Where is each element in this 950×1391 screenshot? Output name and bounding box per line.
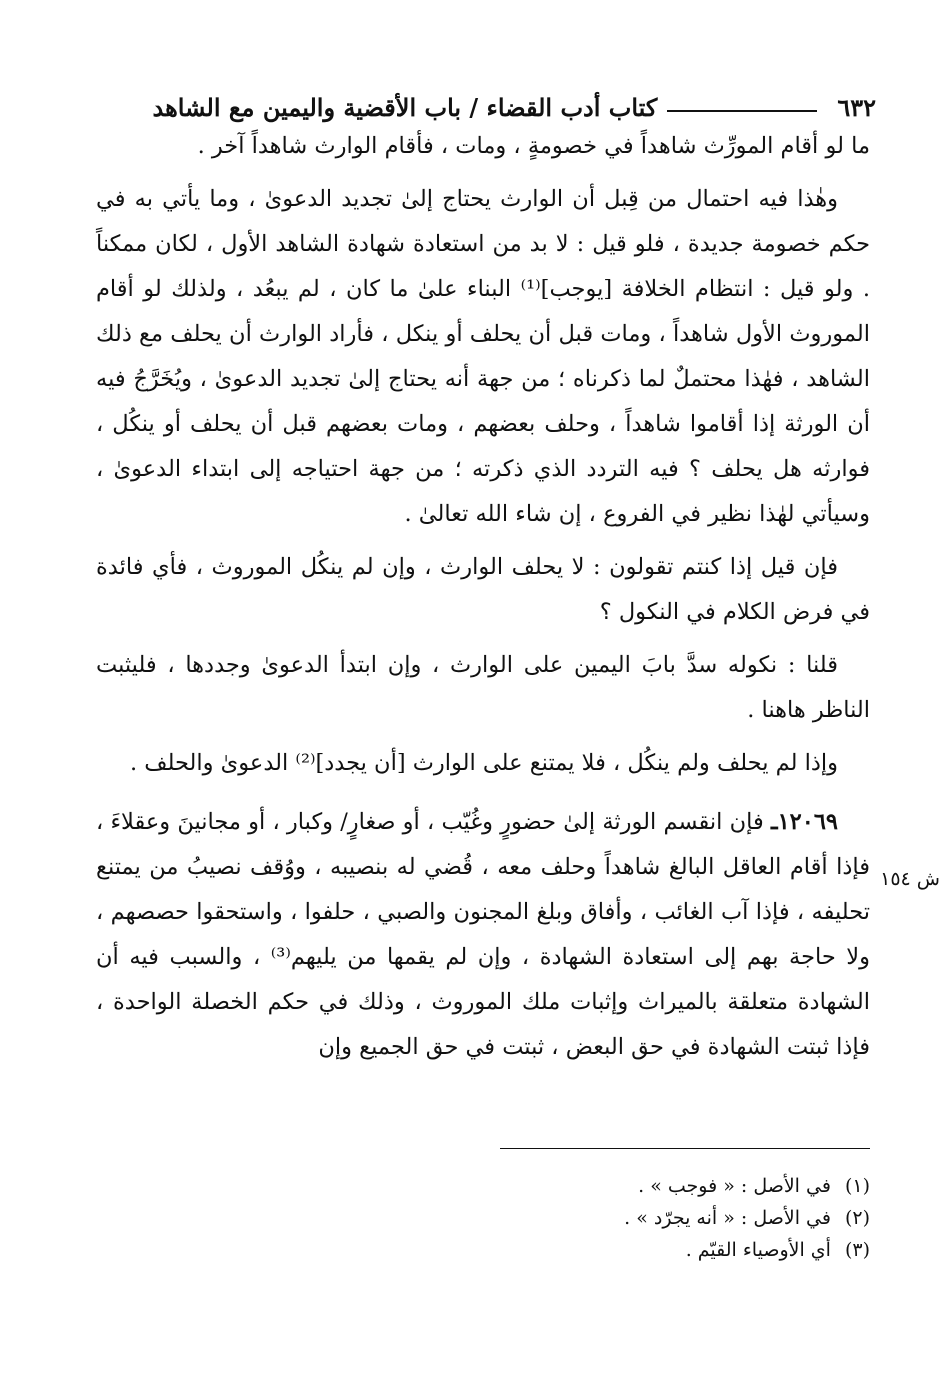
running-header [96,78,876,122]
footnote-text: في الأصل : « فوجب » . [638,1175,831,1197]
paragraph: قلنا : نكوله سدَّ بابَ اليمين على الوارث ، وإن ابتدأ الدعوىٰ وجددها ، فليثبت الناظر هاهنا . [96,652,870,723]
footnote-number: (١) [844,1175,870,1197]
manuscript-folio-marker: ش ١٥٤ [880,868,940,890]
footnote-text: في الأصل : « أنه يجرّد » . [624,1207,831,1229]
footnote-separator [500,1148,870,1149]
footnote [96,1170,870,1202]
body-text [96,124,870,1078]
footnote-number: (٣) [844,1239,870,1261]
footnote-text: أي الأوصياء القيّم . [685,1239,831,1261]
footnotes [96,1170,870,1266]
paragraph: فإن قيل إذا كنتم تقولون : لا يحلف الوارث ، وإن لم ينكُل الموروث ، فأي فائدة في فرض الكلام في النكول ؟ [96,554,870,625]
paragraph-continuation: ما لو أقام المورِّث شاهداً في خصومةٍ ، ومات ، فأقام الوارث شاهداً آخر . [197,133,870,159]
footnote [96,1202,870,1234]
paragraph-number: ١٢٠٦٩ـ [770,809,838,835]
paragraph: وإذا لم يحلف ولم ينكُل ، فلا يمتنع على الوارث [أن يجدد]⁽²⁾ الدعوىٰ والحلف . [129,750,838,776]
running-title: كتاب أدب القضاء / باب الأقضية واليمين مع الشاهد [152,93,658,122]
page-number: ٦٣٢ [837,93,876,122]
numbered-paragraph-text: فإن انقسم الورثة إلىٰ حضورٍ وغُيّب ، أو صغارٍ/ وكبار ، أو مجانينَ وعقلاءَ ، فإذا أقام العاقل البالغ شاهداً وحلف معه ، قُضي له بنصيبه ، ووُقف نصيبُ من يمتنع تحليفه ، فإذا آب الغائب ، وأفاق وبلغ المجنون والصبي ، حلفوا ، واستحقوا حصصهم ، ولا حاجة بهم إلى استعادة الشهادة ، وإن لم يقمها من يليهم⁽³⁾ ، والسبب فيه أن الشهادة متعلقة بالميراث وإثبات ملك الموروث ، وذلك في حكم الخصلة الواحدة ، فإذا ثبتت الشهادة في حق البعض ، ثبتت في حق الجميع وإن [96,809,870,1060]
numbered-paragraph [96,800,870,1070]
paragraph: وهٰذا فيه احتمال من قِبل أن الوارث يحتاج إلىٰ تجديد الدعوىٰ ، وما يأتي به في حكم خصومة جديدة ، فلو قيل : لا بد من استعادة شهادة الشاهد الأول ، لكان ممكناً . ولو قيل : انتظام الخلافة [يوجب]⁽¹⁾ البناء علىٰ ما كان ، لم يبعُد ، ولذلك لو أقام الموروث الأول شاهداً ، ومات قبل أن يحلف أو ينكل ، فأراد الوارث أن يحلف مع ذلك الشاهد ، فهٰذا محتملٌ لما ذكرناه ؛ من جهة أنه يحتاج إلىٰ تجديد الدعوىٰ ، ويُخَرَّجُ فيه أن الورثة إذا أقاموا شاهداً ، وحلف بعضهم ، ومات بعضهم قبل أن يحلف أو ينكُل ، فوارثه هل يحلف ؟ فيه التردد الذي ذكرته ؛ من جهة احتياجه إلى ابتداء الدعوىٰ ، وسيأتي لهٰذا نظير في الفروع ، إن شاء الله تعالىٰ . [96,186,870,527]
footnote [96,1234,870,1266]
footnote-number: (٢) [844,1207,870,1229]
header-rule [667,110,817,112]
